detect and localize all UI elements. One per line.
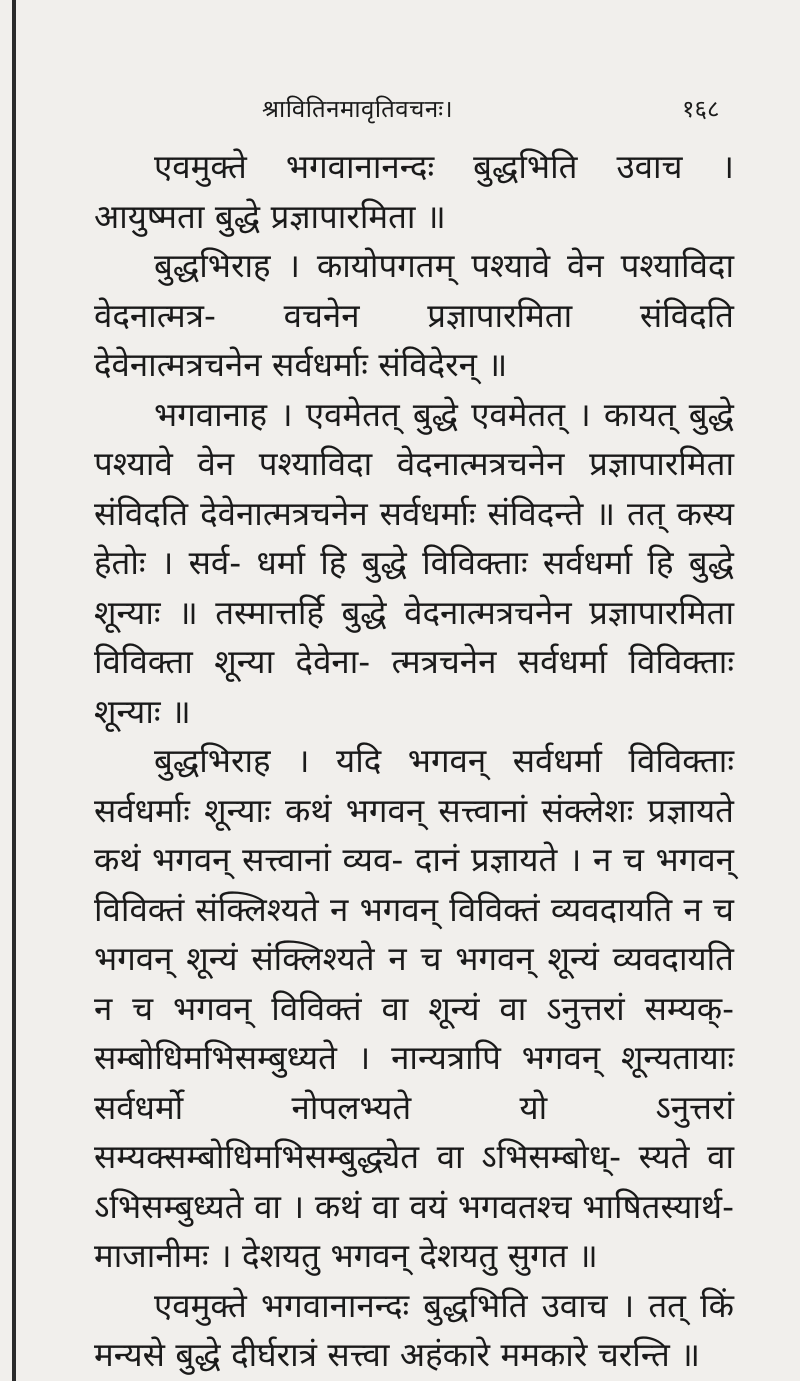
- paragraph: बुद्धभिराह । कायोपगतम् पश्यावे वेन पश्याविदा वेदनात्मत्र- वचनेन प्रज्ञापारमिता संविदति देवेनात्मत्रचनेन सर्वधर्माः संविदेरन् ॥: [94, 246, 734, 384]
- paragraph: एवमुक्ते भगवानानन्दः बुद्धभिति उवाच । आयुष्मता बुद्धे प्रज्ञापारमिता ॥: [94, 147, 734, 236]
- paragraph: बुद्धभिराह । यदि भगवन् सर्वधर्मा विविक्ताः सर्वधर्माः शून्याः कथं भगवन् सत्त्वानां संक्लेशः प्रज्ञायते कथं भगवन् सत्त्वानां व्यव- दानं प्रज्ञायते । न च भगवन् विविक्तं संक्लिश्यते न भगवन् विविक्तं व्यवदायति न च भगवन् शून्यं संक्लिश्यते न च भगवन् शून्यं व्यवदायति न च भगवन् विविक्तं वा शून्यं वा ऽनुत्तरां सम्यक्- सम्बोधिमभिसम्बुध्यते । नान्यत्रापि भगवन् शून्यतायाः सर्वधर्मो नोपलभ्यते यो ऽनुत्तरां सम्यक्सम्बोधिमभिसम्बुद्ध्येत वा ऽभिसम्बोध्- स्यते वा ऽभिसम्बुध्यते वा । कथं वा वयं भगवतश्च भाषितस्यार्थ- माजानीमः । देशयतु भगवन् देशयतु सुगत ॥: [94, 741, 734, 1275]
- page-number: १६८: [682, 95, 720, 123]
- page-edge-shadow: [12, 0, 16, 1381]
- paragraph: भगवानाह । एवमेतत् बुद्धे एवमेतत् । कायत् बुद्धे पश्यावे वेन पश्याविदा वेदनात्मत्रचनेन प्रज्ञापारमिता संविदति देवेनात्मत्रचनेन सर्वधर्माः संविदन्ते ॥ तत् कस्य हेतोः । सर्व- धर्मा हि बुद्धे विविक्ताः सर्वधर्मा हि बुद्धे शून्याः ॥ तस्मात्तर्हि बुद्धे वेदनात्मत्रचनेन प्रज्ञापारमिता विविक्ता शून्या देवेना- त्मत्रचनेन सर्वधर्मा विविक्ताः शून्याः ॥: [94, 394, 734, 731]
- running-title: श्रावितिनमावृतिवचनः।: [262, 95, 454, 123]
- paragraph: एवमुक्ते भगवानानन्दः बुद्धभिति उवाच । तत् किं मन्यसे बुद्धे दीर्घरात्रं सत्त्वा अहंकारे ममकारे चरन्ति ॥: [94, 1285, 734, 1374]
- body-text: [94, 142, 734, 1380]
- running-header: [0, 92, 800, 126]
